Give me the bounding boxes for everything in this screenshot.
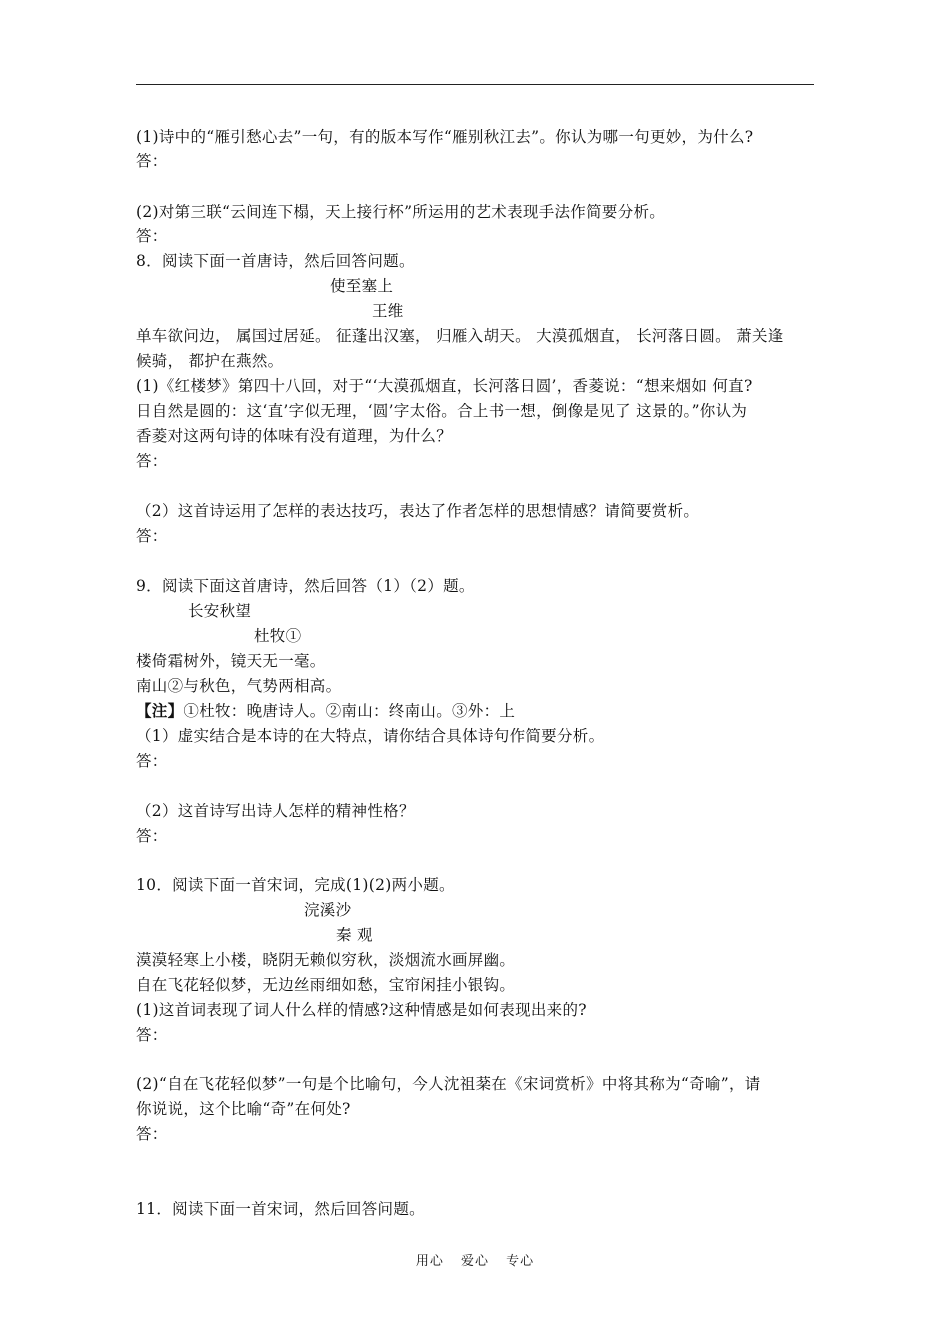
header-rule — [136, 84, 814, 85]
q8-answer1: 答： — [136, 452, 168, 470]
q10-poem-line: 自在飞花轻似梦，无边丝雨细如愁，宝帘闲挂小银钩。 — [136, 976, 516, 994]
q9-poem-title: 长安秋望 — [188, 602, 252, 620]
q8-sub2: （2）这首诗运用了怎样的表达技巧，表达了作者怎样的思想情感？请简要赏析。 — [136, 502, 700, 520]
q10-poem-title: 浣溪沙 — [304, 901, 352, 919]
q10-answer2: 答： — [136, 1125, 168, 1143]
footer-text: 爱心 — [460, 1254, 489, 1269]
q10-intro: 10．阅读下面一首宋词，完成(1)(2)两小题。 — [136, 876, 455, 894]
q8-sub1: (1)《红楼梦》第四十八回，对于“‘大漠孤烟直，长河落日圆’，香菱说：“想来烟如 何直? — [136, 377, 753, 395]
q8-sub1: 香菱对这两句诗的体味有没有道理，为什么？ — [136, 427, 453, 445]
page-footer — [0, 1250, 950, 1269]
q10-sub2: (2)“自在飞花轻似梦”一句是个比喻句，今人沈祖棻在《宋词赏析》中将其称为“奇喻”，请 — [136, 1075, 761, 1093]
q8-poem-line: 单车欲问边， 属国过居延。 征蓬出汉塞， 归雁入胡天。 大漠孤烟直， 长河落日圆。 萧关逢 — [136, 327, 784, 345]
q9-sub1: （1）虚实结合是本诗的在大特点，请你结合具体诗句作简要分析。 — [136, 727, 605, 745]
q9-answer2: 答： — [136, 827, 168, 845]
q10-poem-author: 秦 观 — [336, 926, 373, 944]
q9-poem-line: 南山②与秋色，气势两相高。 — [136, 677, 342, 695]
q11-intro: 11．阅读下面一首宋词，然后回答问题。 — [136, 1200, 425, 1218]
q7-sub1: (1)诗中的“雁引愁心去”一句，有的版本写作“雁别秋江去”。你认为哪一句更妙，为什么? — [136, 128, 754, 146]
q7-answer1: 答： — [136, 152, 168, 170]
q10-answer1: 答： — [136, 1026, 168, 1044]
q8-poem-author: 王维 — [372, 302, 404, 320]
q9-note-label: 【注】 — [136, 701, 184, 720]
q9-poem-author: 杜牧① — [254, 627, 302, 645]
q8-answer2: 答： — [136, 527, 168, 545]
q8-poem-title: 使至塞上 — [330, 277, 394, 295]
q9-intro: 9．阅读下面这首唐诗，然后回答（1）（2）题。 — [136, 577, 475, 595]
q9-note — [136, 701, 515, 721]
footer-text: 用心 — [415, 1254, 444, 1269]
q9-note-text: ①杜牧：晚唐诗人。②南山：终南山。③外：上 — [183, 702, 516, 720]
q10-sub1: (1)这首词表现了词人什么样的情感?这种情感是如何表现出来的? — [136, 1001, 587, 1019]
q8-poem-line: 候骑， 都护在燕然。 — [136, 352, 284, 370]
q10-sub2: 你说说，这个比喻“奇”在何处? — [136, 1100, 351, 1118]
q7-answer2: 答： — [136, 227, 168, 245]
q8-intro: 8．阅读下面一首唐诗，然后回答问题。 — [136, 252, 415, 270]
q8-sub1: 日自然是圆的：这‘直’字似无理，‘圆’字太俗。合上书一想，倒像是见了 这景的。”你认为 — [136, 402, 748, 420]
q9-poem-line: 楼倚霜树外，镜天无一毫。 — [136, 652, 326, 670]
q9-sub2: （2）这首诗写出诗人怎样的精神性格？ — [136, 802, 415, 820]
q10-poem-line: 漠漠轻寒上小楼，晓阴无赖似穷秋，淡烟流水画屏幽。 — [136, 951, 516, 969]
footer-text: 专心 — [506, 1254, 535, 1269]
q7-sub2: (2)对第三联“云间连下榻，天上接行杯”所运用的艺术表现手法作简要分析。 — [136, 203, 666, 221]
q9-answer1: 答： — [136, 752, 168, 770]
